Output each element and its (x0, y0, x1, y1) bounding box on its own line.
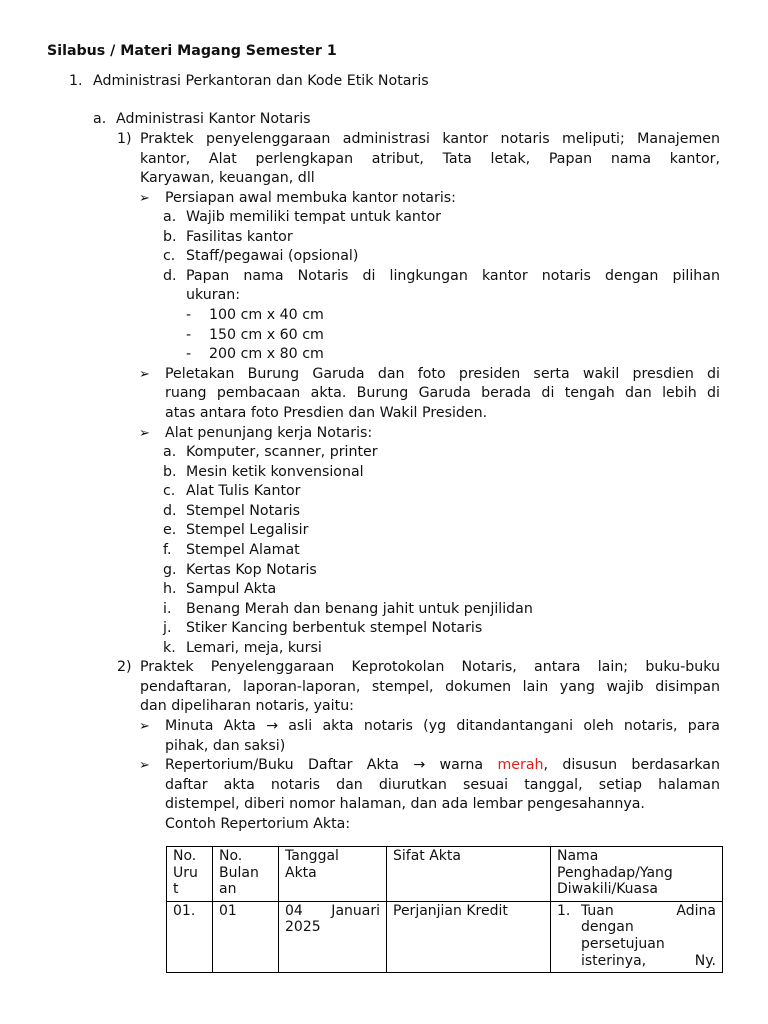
list-letter: a. (163, 209, 177, 225)
term: Repertorium/Buku Daftar Akta (165, 757, 399, 773)
cell-line: 2025 (285, 919, 321, 936)
cell-line: isterinya, Ny. (581, 952, 716, 969)
list-letter: f. (163, 542, 172, 558)
section-heading: Administrasi Perkantoran dan Kode Etik Notaris (93, 73, 429, 89)
header-line: No. (173, 848, 197, 864)
cell-no-urut: 01. (167, 901, 213, 972)
header-line: Penghadap/Yang (557, 864, 673, 881)
highlight-red-word: merah (497, 757, 544, 773)
list-item: Lemari, meja, kursi (186, 640, 322, 656)
cell-list-number: 1. (557, 902, 571, 919)
header-line: Bulan (219, 864, 259, 881)
cell-sifat: Perjanjian Kredit (387, 901, 551, 972)
item-number: 2) (117, 659, 132, 675)
header-line: Tanggal (285, 848, 339, 864)
list-item-continued: ukuran: (186, 287, 241, 303)
paragraph-line: Peletakan Burung Garuda dan foto presiden serta wakil presdien di (165, 366, 720, 382)
list-letter: i. (163, 601, 172, 617)
item-number: 1) (117, 131, 132, 147)
bullet-arrow-icon: ➢ (139, 367, 150, 382)
bullet-arrow-icon: ➢ (139, 719, 150, 734)
bullet-heading: Alat penunjang kerja Notaris: (165, 425, 373, 441)
header-line: an (219, 881, 237, 898)
list-item: Komputer, scanner, printer (186, 444, 378, 460)
paragraph-line (165, 756, 720, 776)
paragraph-line: dan dipeliharan notaris, yaitu: (140, 698, 354, 714)
paragraph-line: pihak, dan saksi) (165, 738, 286, 754)
header-no-bulanan (213, 847, 279, 902)
header-line: Akta (285, 864, 317, 881)
bullet-arrow-icon: ➢ (139, 758, 150, 773)
list-item: Benang Merah dan benang jahit untuk penjilidan (186, 601, 533, 617)
size-option: 150 cm x 60 cm (209, 327, 324, 343)
header-sifat-akta (387, 847, 551, 902)
list-item: Stiker Kancing berbentuk stempel Notaris (186, 620, 483, 636)
paragraph-line (165, 717, 720, 737)
paragraph-line: kantor, Alat perlengkapan atribut, Tata letak, Papan nama kantor, (140, 151, 720, 167)
list-letter: e. (163, 522, 177, 538)
paragraph-line: distempel, diberi nomor halaman, dan ada lembar pengesahannya. (165, 796, 645, 812)
header-line: Diwakili/Kuasa (557, 881, 659, 898)
dash: - (186, 307, 192, 323)
term: Minuta Akta (165, 718, 256, 734)
header-tanggal-akta (279, 847, 387, 902)
list-item: Sampul Akta (186, 581, 277, 597)
cell-line: Tuan Adina (581, 902, 716, 919)
page-title: Silabus / Materi Magang Semester 1 (47, 43, 337, 59)
header-no-urut (167, 847, 213, 902)
repertorium-table (166, 846, 723, 973)
paragraph-line: Praktek penyelenggaraan administrasi kantor notaris meliputi; Manajemen (140, 131, 720, 147)
paragraph-line: ruang pembacaan akta. Burung Garuda berada di tengah dan lebih di (165, 385, 720, 401)
list-letter: c. (163, 248, 176, 264)
list-letter: b. (163, 464, 177, 480)
paragraph-line: pendaftaran, laporan-laporan, stempel, dokumen lain yang wajib disimpan (140, 679, 720, 695)
list-letter: g. (163, 562, 177, 578)
header-line: Sifat Akta (393, 848, 461, 864)
list-letter: c. (163, 483, 176, 499)
subsection-heading: Administrasi Kantor Notaris (116, 111, 311, 127)
cell-nama (551, 901, 723, 972)
header-line: t (173, 881, 179, 898)
list-letter: b. (163, 229, 177, 245)
table-header-row (167, 847, 723, 902)
list-item: Alat Tulis Kantor (186, 483, 301, 499)
list-item: Mesin ketik konvensional (186, 464, 364, 480)
cell-no-bulanan: 01 (213, 901, 279, 972)
list-letter: d. (163, 268, 177, 284)
list-item: Kertas Kop Notaris (186, 562, 317, 578)
cell-line: 04 Januari (285, 902, 380, 919)
definition: asli akta notaris (yg ditandantangani oleh notaris, para (288, 718, 721, 734)
table-row (167, 901, 723, 972)
paragraph-line: Contoh Repertorium Akta: (165, 816, 351, 832)
size-option: 200 cm x 80 cm (209, 346, 324, 362)
word: warna (439, 757, 484, 773)
list-letter: d. (163, 503, 177, 519)
dash: - (186, 327, 192, 343)
cell-line: persetujuan (581, 935, 665, 952)
size-option: 100 cm x 40 cm (209, 307, 324, 323)
bullet-arrow-icon: ➢ (139, 426, 150, 441)
dash: - (186, 346, 192, 362)
subsection-letter: a. (93, 111, 107, 127)
list-item: Stempel Alamat (186, 542, 300, 558)
right-arrow-icon: → (266, 718, 278, 734)
definition: , disusun berdasarkan (543, 757, 720, 773)
list-letter: a. (163, 444, 177, 460)
bullet-arrow-icon: ➢ (139, 191, 150, 206)
cell-tanggal (279, 901, 387, 972)
list-item: Papan nama Notaris di lingkungan kantor notaris dengan pilihan (186, 268, 720, 284)
list-item: Stempel Notaris (186, 503, 301, 519)
header-nama-penghadap (551, 847, 723, 902)
paragraph-line: Praktek Penyelenggaraan Keprotokolan Notaris, antara lain; buku-buku (140, 659, 720, 675)
list-letter: k. (163, 640, 176, 656)
cell-line: dengan (581, 919, 634, 936)
right-arrow-icon: → (413, 757, 426, 773)
list-letter: h. (163, 581, 177, 597)
section-number: 1. (69, 73, 83, 89)
header-line: Nama (557, 848, 599, 864)
list-item: Wajib memiliki tempat untuk kantor (186, 209, 441, 225)
list-item: Fasilitas kantor (186, 229, 293, 245)
paragraph-line: daftar akta notaris dan diurutkan sesuai tanggal, setiap halaman (165, 777, 720, 793)
header-line: No. (219, 848, 243, 864)
header-line: Uru (173, 864, 198, 881)
paragraph-line: atas antara foto Presdien dan Wakil Presiden. (165, 405, 488, 421)
list-item: Staff/pegawai (opsional) (186, 248, 359, 264)
bullet-heading: Persiapan awal membuka kantor notaris: (165, 190, 456, 206)
paragraph-line: Karyawan, keuangan, dll (140, 170, 315, 186)
list-letter: j. (163, 620, 172, 636)
list-item: Stempel Legalisir (186, 522, 309, 538)
